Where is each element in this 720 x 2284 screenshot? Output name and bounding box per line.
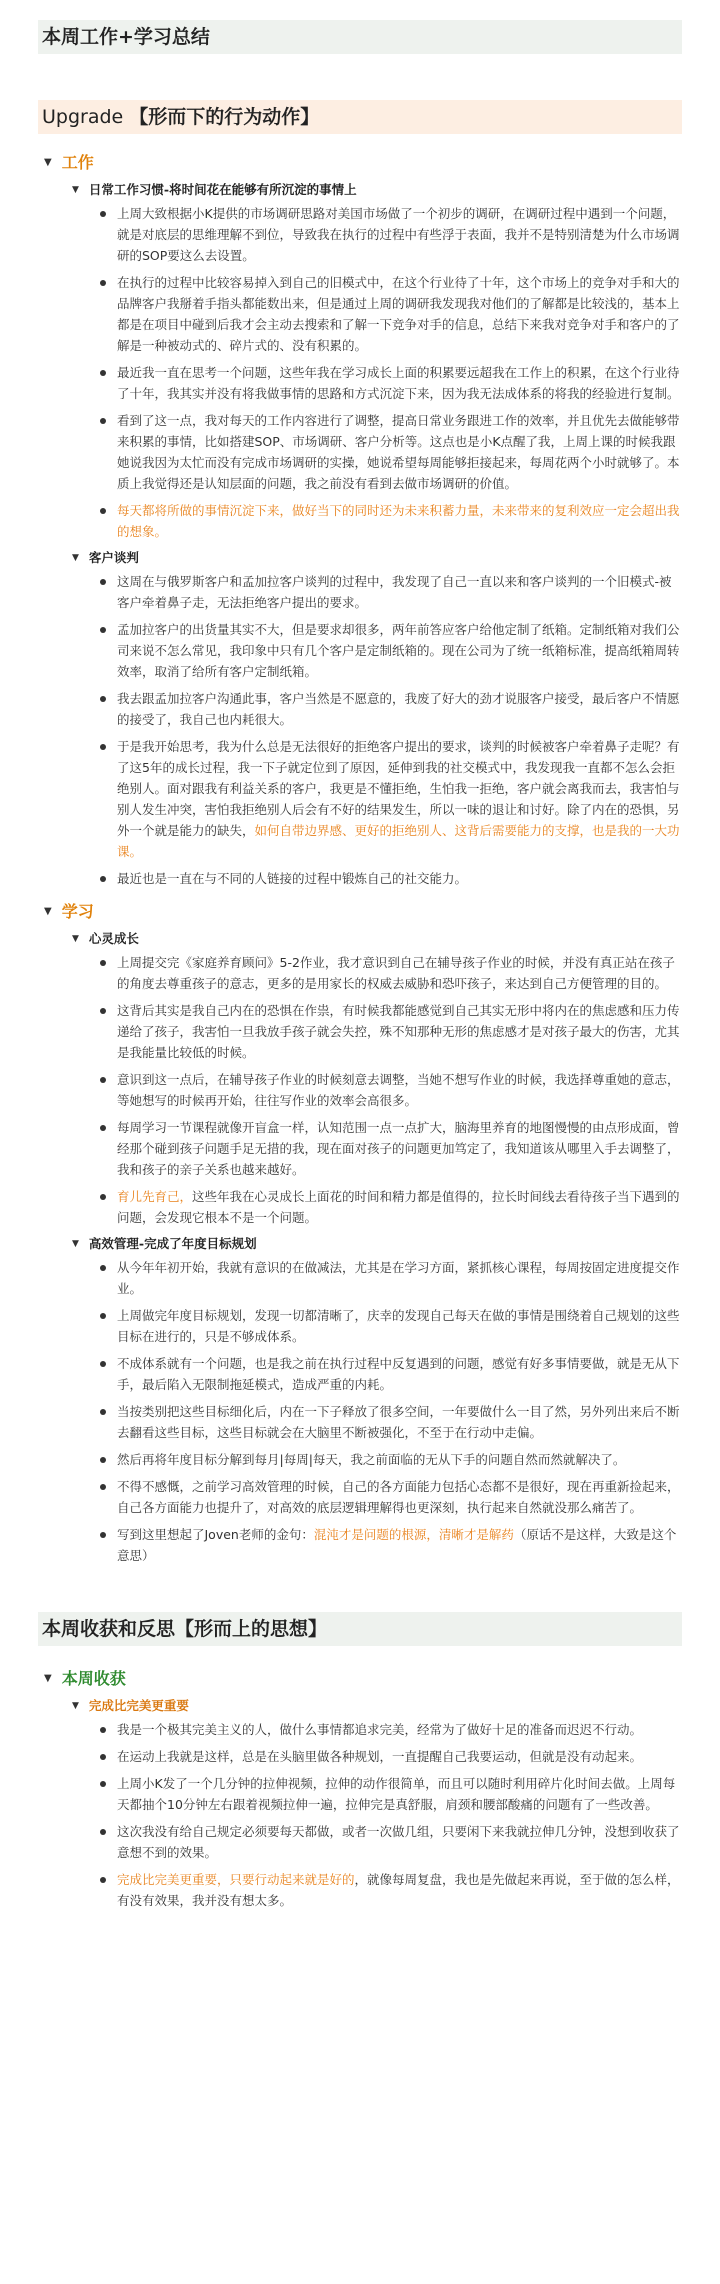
list-item: 我是一个极其完美主义的人，做什么事情都追求完美，经常为了做好十足的准备而迟迟不行动。 <box>100 1719 682 1740</box>
list-item: 我去跟孟加拉客户沟通此事，客户当然是不愿意的，我废了好大的劲才说服客户接受，最后客户不情愿的接受了，我自己也内耗很大。 <box>100 688 682 730</box>
list-item: 上周提交完《家庭养育顾问》5-2作业，我才意识到自己在辅导孩子作业的时候，并没有真正站在孩子的角度去尊重孩子的意志，更多的是用家长的权威去威胁和恐吓孩子，来达到自己方便管理的目的。 <box>100 952 682 994</box>
list-item: 不成体系就有一个问题，也是我之前在执行过程中反复遇到的问题，感觉有好多事情要做，就是无从下手，最后陷入无限制拖延模式，造成严重的内耗。 <box>100 1353 682 1395</box>
list-item: 上周小K发了一个几分钟的拉伸视频，拉伸的动作很简单，而且可以随时利用碎片化时间去做。上周每天都抽个10分钟左右跟着视频拉伸一遍，拉伸完是真舒服，肩颈和腰部酸痛的问题有了一些改善。 <box>100 1773 682 1815</box>
list-item: 这次我没有给自己规定必须要每天都做，或者一次做几组，只要闲下来我就拉伸几分钟，没想到收获了意想不到的效果。 <box>100 1821 682 1863</box>
highlight-text: 育儿先育己， <box>117 1189 193 1204</box>
list-item: 孟加拉客户的出货量其实不大，但是要求却很多，两年前答应客户给他定制了纸箱。定制纸箱对我们公司来说不怎么常见，我印象中只有几个客户是定制纸箱的。现在公司为了统一纸箱标准，提高纸箱周转效率，取消了给所有客户定制纸箱。 <box>100 619 682 682</box>
section-work <box>44 152 682 889</box>
mind-list <box>100 952 682 1228</box>
subsection-goal-toggle[interactable] <box>72 1234 682 1254</box>
section-study-title: 学习 <box>61 902 94 921</box>
subsection-habits-toggle[interactable] <box>72 180 682 200</box>
triangle-down-icon[interactable]: ▼ <box>72 1239 79 1249</box>
triangle-down-icon[interactable]: ▼ <box>44 906 52 917</box>
triangle-down-icon[interactable]: ▼ <box>44 157 52 168</box>
list-item: 上周做完年度目标规划，发现一切都清晰了，庆幸的发现自己每天在做的事情是围绕着自己规划的这些目标在进行的，只是不够成体系。 <box>100 1305 682 1347</box>
section-work-title: 工作 <box>61 153 94 172</box>
list-item: 最近也是一直在与不同的人链接的过程中锻炼自己的社交能力。 <box>100 868 682 889</box>
list-item: 然后再将年度目标分解到每月|每周|每天，我之前面临的无从下手的问题自然而然就解决了。 <box>100 1449 682 1470</box>
list-item: 看到了这一点，我对每天的工作内容进行了调整，提高日常业务跟进工作的效率，并且优先去做能够带来积累的事情，比如搭建SOP、市场调研、客户分析等。这点也是小K点醒了我，上周上课的时候我跟她说我因为太忙而没有完成市场调研的实操，她说希望每周能够拒接起来，每周花两个小时就够了。本质上我觉得还是认知层面的问题，我之前没有看到去做市场调研的价值。 <box>100 410 682 494</box>
section-harvest-title: 本周收获 <box>61 1669 126 1688</box>
item-text: 这些年我在心灵成长上面花的时间和精力都是值得的，拉长时间线去看待孩子当下遇到的问题，会发现它根本不是一个问题。 <box>117 1189 680 1225</box>
subsection-client-title: 客户谈判 <box>88 550 139 565</box>
upgrade-heading <box>38 100 682 134</box>
item-text: 于是我开始思考，我为什么总是无法很好的拒绝客户提出的要求，谈判的时候被客户牵着鼻子走呢？有了这5年的成长过程，我一下子就定位到了原因，延伸到我的社交模式中，我发现我一直都不怎么会拒绝别人。面对跟我有利益关系的客户，我更是不懂拒绝，生怕我一拒绝，客户就会离我而去，我害怕与别人发生冲突，害怕我拒绝别人后会有不好的结果发生，所以一味的退让和讨好。除了内在的恐惧，另外一个就是能力的缺失， <box>117 739 680 838</box>
triangle-down-icon[interactable]: ▼ <box>72 185 79 195</box>
list-item: 每周学习一节课程就像开盲盒一样，认知范围一点一点扩大，脑海里养育的地图慢慢的由点形成面，曾经那个碰到孩子问题手足无措的我，现在面对孩子的问题更加笃定了，我知道该从哪里入手去调整了，我和孩子的亲子关系也越来越好。 <box>100 1117 682 1180</box>
subsection-goal-title: 高效管理-完成了年度目标规划 <box>88 1236 257 1251</box>
goal-list <box>100 1257 682 1566</box>
page-title: 本周工作+学习总结 <box>38 20 682 54</box>
list-item: 当按类别把这些目标细化后，内在一下子释放了很多空间，一年要做什么一目了然，另外列出来后不断去翻看这些目标，这些目标就会在大脑里不断被强化，不至于在行动中走偏。 <box>100 1401 682 1443</box>
list-item <box>100 500 682 542</box>
section-harvest <box>44 1668 682 1911</box>
highlight-text: 完成比完美更重要，只要行动起来就是好的 <box>117 1872 355 1887</box>
section-harvest-toggle[interactable] <box>44 1668 682 1690</box>
subsection-goal <box>72 1234 682 1566</box>
triangle-down-icon[interactable]: ▼ <box>72 934 79 944</box>
subsection-perfect-toggle[interactable] <box>72 1696 682 1716</box>
habits-list <box>100 203 682 542</box>
triangle-down-icon[interactable]: ▼ <box>72 553 79 563</box>
upgrade-heading-bold: 【形而下的行为动作】 <box>129 106 320 128</box>
list-item: 最近我一直在思考一个问题，这些年我在学习成长上面的积累要远超我在工作上的积累，在这个行业待了十年，我其实并没有将我做事情的思路和方式沉淀下来，因为我无法成体系的将我的经验进行复制。 <box>100 362 682 404</box>
highlight-text: 每天都将所做的事情沉淀下来，做好当下的同时还为未来积蓄力量，未来带来的复利效应一定会超出我的想象。 <box>117 503 680 539</box>
subsection-mind-toggle[interactable] <box>72 929 682 949</box>
list-item <box>100 736 682 862</box>
list-item: 上周大致根据小K提供的市场调研思路对美国市场做了一个初步的调研，在调研过程中遇到一个问题，就是对底层的思维理解不到位，导致我在执行的过程中有些浮于表面，我并不是特别清楚为什么市场调研的SOP要这么去设置。 <box>100 203 682 266</box>
subsection-client-toggle[interactable] <box>72 548 682 568</box>
section-study-toggle[interactable] <box>44 901 682 923</box>
subsection-perfect <box>72 1696 682 1911</box>
triangle-down-icon[interactable]: ▼ <box>72 1701 79 1711</box>
list-item <box>100 1869 682 1911</box>
list-item <box>100 1524 682 1566</box>
section-study <box>44 901 682 1566</box>
list-item: 不得不感慨，之前学习高效管理的时候，自己的各方面能力包括心态都不是很好，现在再重新捡起来，自己各方面能力也提升了，对高效的底层逻辑理解得也更深刻，执行起来自然就没那么痛苦了。 <box>100 1476 682 1518</box>
client-list <box>100 571 682 889</box>
subsection-habits-title: 日常工作习惯-将时间花在能够有所沉淀的事情上 <box>88 182 357 197</box>
subsection-perfect-title: 完成比完美更重要 <box>88 1698 189 1713</box>
item-text: ，就像每周复盘，我也是先做起来再说，至于做的怎么样，有没有效果，我并没有想太多。 <box>117 1872 680 1908</box>
section-work-toggle[interactable] <box>44 152 682 174</box>
item-tail: （原话不是这样，大致是这个意思） <box>117 1527 677 1563</box>
highlight-text: 如何自带边界感、更好的拒绝别人、这背后需要能力的支撑，也是我的一大功课。 <box>117 823 680 859</box>
subsection-client <box>72 548 682 889</box>
triangle-down-icon[interactable]: ▼ <box>44 1673 52 1684</box>
list-item: 在运动上我就是这样，总是在头脑里做各种规划，一直提醒自己我要运动，但就是没有动起来。 <box>100 1746 682 1767</box>
subsection-mind-title: 心灵成长 <box>88 931 139 946</box>
list-item <box>100 1186 682 1228</box>
list-item: 意识到这一点后，在辅导孩子作业的时候刻意去调整，当她不想写作业的时候，我选择尊重她的意志，等她想写的时候再开始，往往写作业的效率会高很多。 <box>100 1069 682 1111</box>
subsection-mind <box>72 929 682 1228</box>
highlight-text: 混沌才是问题的根源，清晰才是解药 <box>313 1527 514 1542</box>
reflect-heading: 本周收获和反思【形而上的思想】 <box>38 1612 682 1646</box>
list-item: 在执行的过程中比较容易掉入到自己的旧模式中，在这个行业待了十年，这个市场上的竞争对手和大的品牌客户我掰着手指头都能数出来，但是通过上周的调研我发现我对他们的了解都是比较浅的，基本上都是在项目中碰到后我才会主动去搜索和了解一下竞争对手的信息，总结下来我对竞争对手和客户的了解是一种被动式的、碎片式的、没有积累的。 <box>100 272 682 356</box>
upgrade-heading-prefix: Upgrade <box>42 106 130 128</box>
perfect-list <box>100 1719 682 1911</box>
list-item: 这背后其实是我自己内在的恐惧在作祟，有时候我都能感觉到自己其实无形中将内在的焦虑感和压力传递给了孩子，我害怕一旦我放手孩子就会失控，殊不知那种无形的焦虑感才是对孩子最大的伤害，尤其是我能量比较低的时候。 <box>100 1000 682 1063</box>
subsection-habits <box>72 180 682 542</box>
item-text: 写到这里想起了Joven老师的金句： <box>117 1527 314 1542</box>
list-item: 这周在与俄罗斯客户和孟加拉客户谈判的过程中，我发现了自己一直以来和客户谈判的一个旧模式-被客户牵着鼻子走，无法拒绝客户提出的要求。 <box>100 571 682 613</box>
list-item: 从今年年初开始，我就有意识的在做减法，尤其是在学习方面，紧抓核心课程，每周按固定进度提交作业。 <box>100 1257 682 1299</box>
